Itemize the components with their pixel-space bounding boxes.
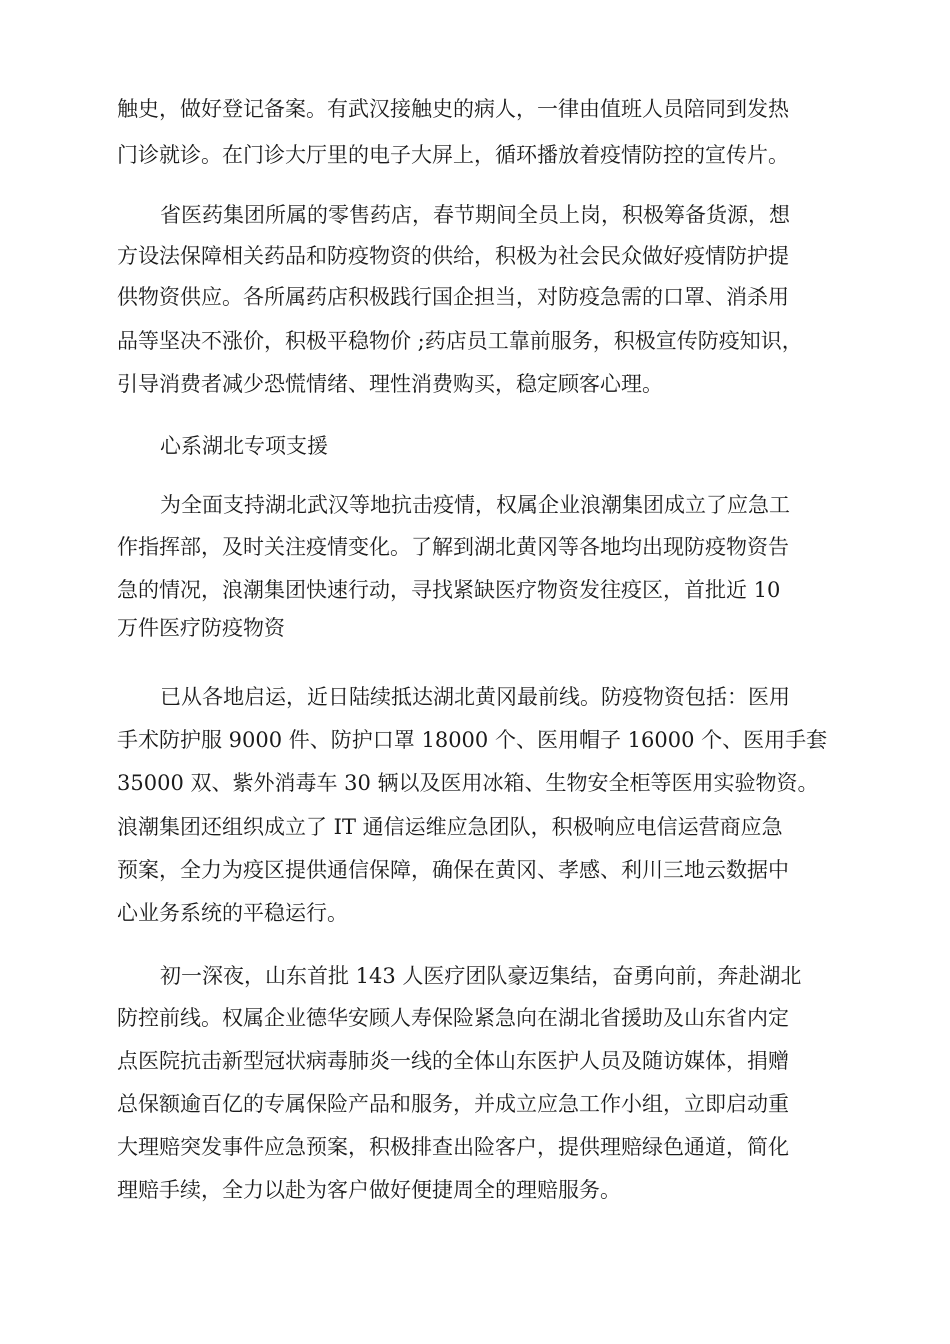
text-line: 点医院抗击新型冠状病毒肺炎一线的全体山东医护人员及随访媒体，捐赠 [117,1049,789,1073]
text-line: 品等坚决不涨价，积极平稳物价 ;药店员工靠前服务，积极宣传防疫知识， [117,329,803,353]
text-line: 理赔手续，全力以赴为客户做好便捷周全的理赔服务。 [117,1178,621,1202]
text-line: 触史，做好登记备案。有武汉接触史的病人，一律由值班人员陪同到发热 [117,97,789,121]
text-line: 大理赔突发事件应急预案，积极排查出险客户，提供理赔绿色通道，简化 [117,1135,789,1159]
text-line: 万件医疗防疫物资 [117,616,285,640]
text-line: 防控前线。权属企业德华安顾人寿保险紧急向在湖北省援助及山东省内定 [117,1006,789,1030]
text-line: 35000 双、紫外消毒车 30 辆以及医用冰箱、生物安全柜等医用实验物资。 [117,771,819,795]
text-line: 手术防护服 9000 件、防护口罩 18000 个、医用帽子 16000 个、医用手套 [117,728,828,752]
text-line: 方设法保障相关药品和防疫物资的供给，积极为社会民众做好疫情防护提 [117,244,789,268]
text-line: 作指挥部，及时关注疫情变化。了解到湖北黄冈等各地均出现防疫物资告 [117,535,789,559]
text-line: 预案，全力为疫区提供通信保障，确保在黄冈、孝感、利川三地云数据中 [117,858,789,882]
text-line: 引导消费者减少恐慌情绪、理性消费购买，稳定顾客心理。 [117,372,663,396]
text-line: 供物资供应。各所属药店积极践行国企担当，对防疫急需的口罩、消杀用 [117,285,789,309]
text-line: 浪潮集团还组织成立了 IT 通信运维应急团队，积极响应电信运营商应急 [117,815,783,839]
section-heading: 心系湖北专项支援 [160,434,328,458]
text-line: 为全面支持湖北武汉等地抗击疫情，权属企业浪潮集团成立了应急工 [160,493,790,517]
text-line: 心业务系统的平稳运行。 [117,901,348,925]
text-line: 初一深夜，山东首批 143 人医疗团队豪迈集结，奋勇向前，奔赴湖北 [160,964,802,988]
text-line: 急的情况，浪潮集团快速行动，寻找紧缺医疗物资发往疫区，首批近 10 [117,578,781,602]
text-line: 门诊就诊。在门诊大厅里的电子大屏上，循环播放着疫情防控的宣传片。 [117,143,789,167]
text-line: 已从各地启运，近日陆续抵达湖北黄冈最前线。防疫物资包括：医用 [160,685,790,709]
text-line: 省医药集团所属的零售药店，春节期间全员上岗，积极筹备货源，想 [160,203,790,227]
text-line: 总保额逾百亿的专属保险产品和服务，并成立应急工作小组，立即启动重 [117,1092,789,1116]
